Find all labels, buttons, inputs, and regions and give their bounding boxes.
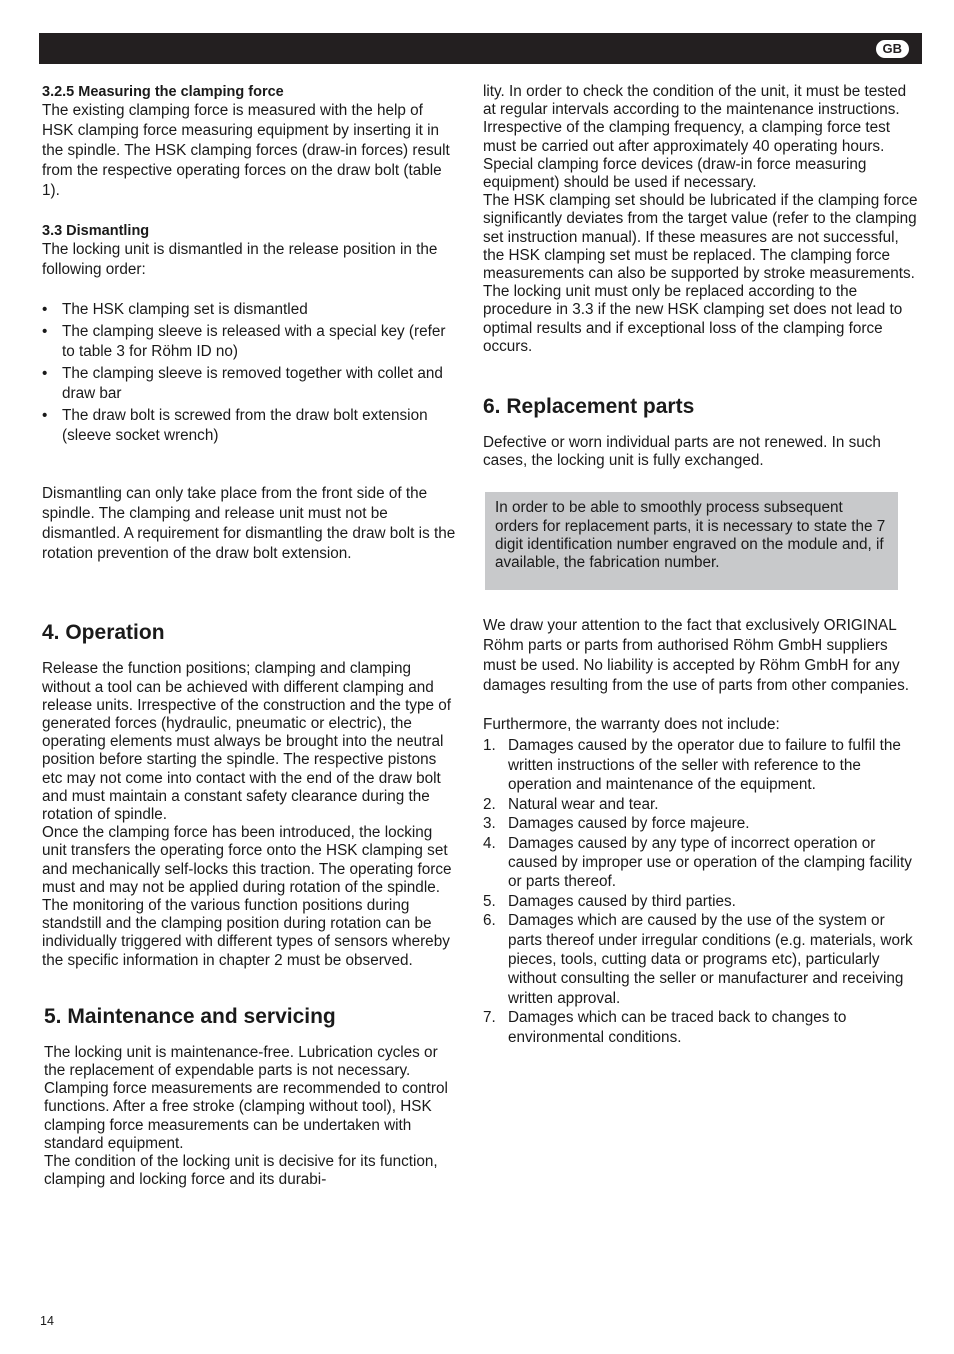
list-item: 4. Damages caused by any type of incorrect operation or caused by improper use or operation of the clamping facility or parts thereof. (483, 834, 912, 891)
list-item: • The draw bolt is screwed from the draw bolt extension (sleeve socket wrench) (42, 406, 456, 446)
dismantling-note: Dismantling can only take place from the front side of the spindle. The clamping and release unit must not be dismantled. A requirement for dismantling the draw bolt is the rotation prevention of the draw bolt extension. (42, 485, 456, 563)
operation-paragraph: Release the function positions; clamping and clamping without a tool can be achieved with different clamping and release units. Irrespective of the construction and the type of generated forces (hydraulic, pneumatic or electric), the operating elements must always be brought into the neutral position before starting the spindle. The respective pistons etc may not come into contact with the end of the draw bolt and must maintain a constant safety clearance during the rotation of spindle. (42, 660, 451, 824)
operation-paragraph: The monitoring of the various function positions during standstill and the clamping position during rotation can be individually triggered with different types of sensors whereby the specific information in chapter 2 must be observed. (42, 897, 450, 969)
list-item: • The clamping sleeve is released with a special key (refer to table 3 for Röhm ID no) (42, 322, 456, 362)
info-box (485, 492, 898, 590)
original-parts-notice: We draw your attention to the fact that exclusively ORIGINAL Röhm parts or parts from authorised Röhm GmbH suppliers must be used. No liability is accepted by Röhm GmbH for any damages resulting from the use of parts from other companies. (483, 617, 909, 695)
list-item: 5. Damages caused by third parties. (483, 892, 736, 910)
dismantling-steps (42, 300, 456, 446)
section-3-2-5-title: 3.2.5 Measuring the clamping force (42, 84, 284, 100)
list-item: 2. Natural wear and tear. (483, 795, 659, 813)
warranty-intro: Furthermore, the warranty does not include: (483, 716, 780, 734)
operation-paragraph: Once the clamping force has been introduced, the locking unit transfers the operating force onto the HSK clamping set and mechanically self-locks this traction. The operating force must and may not be applied during rotation of the spindle. (42, 824, 452, 896)
section-3-2-5-body: The existing clamping force is measured with the help of HSK clamping force measuring equipment by inserting it in the spindle. The HSK clamping forces (draw-in forces) result from the respective operating forces on the draw bolt (table 1). (42, 102, 450, 200)
maintenance-paragraph: The locking unit is maintenance-free. Lubrication cycles or the replacement of expendable parts is not necessary. (44, 1043, 438, 1080)
section-6-title: 6. Replacement parts (483, 395, 695, 419)
maintenance-continued: The locking unit must only be replaced according to the procedure in 3.3 if the new HSK clamping set does not lead to optimal results and if exceptional loss of the clamping force occurs. (483, 283, 903, 355)
list-item: 1. Damages caused by the operator due to failure to fulfil the written instructions of the seller with reference to the operation and maintenance of the equipment. (483, 737, 901, 794)
section-4-title: 4. Operation (42, 621, 165, 645)
maintenance-continued: lity. In order to check the condition of the unit, it must be tested at regular intervals according to the maintenance instructions. Irrespective of the clamping frequency, a clamping force test must be carried out after approximately 40 operating hours. Special clamping force devices (draw-in force measuring equipment) should be used if necessary. (483, 83, 907, 192)
list-item: 6. Damages which are caused by the use of the system or parts thereof under irregular conditions (e.g. materials, work pieces, tools, cutting data or programs etc), particularly without consulting the seller or manufacturer and receiving written approval. (483, 912, 913, 1007)
right-column (483, 83, 918, 1047)
language-badge: GB (875, 39, 911, 59)
header-bar (39, 33, 922, 64)
page-number: 14 (40, 1314, 54, 1328)
section-5-title: 5. Maintenance and servicing (44, 1004, 336, 1028)
maintenance-paragraph: Clamping force measurements are recommended to control functions. After a free stroke (clamping without tool), HSK clamping force measurements can be undertaken with standard equipment. (44, 1080, 448, 1152)
left-column (42, 83, 456, 1189)
replacement-intro: Defective or worn individual parts are not renewed. In such cases, the locking unit is fully exchanged. (483, 434, 881, 470)
section-3-3-intro: The locking unit is dismantled in the release position in the following order: (42, 241, 438, 279)
maintenance-paragraph: The condition of the locking unit is decisive for its function, clamping and locking force and its durabi- (44, 1153, 438, 1189)
list-item: 3. Damages caused by force majeure. (483, 815, 750, 833)
list-item: 7. Damages which can be traced back to changes to environmental conditions. (483, 1009, 847, 1046)
warranty-exclusions (483, 736, 918, 1047)
section-3-3-title: 3.3 Dismantling (42, 223, 150, 240)
list-item: • The clamping sleeve is removed together with collet and draw bar (42, 364, 456, 404)
list-item: • The HSK clamping set is dismantled (42, 300, 456, 320)
info-box-text: In order to be able to smoothly process subsequent orders for replacement parts, it is necessary to state the 7 digit identification number engraved on the module and, if available, the fabrication number. (495, 499, 886, 572)
maintenance-continued: The HSK clamping set should be lubricated if the clamping force significantly deviates from the target value (refer to the clamping set instruction manual). If these measures are not successful, the HSK clamping set must be replaced. The clamping force measurements can also be supported by stroke measurements. (483, 192, 918, 283)
